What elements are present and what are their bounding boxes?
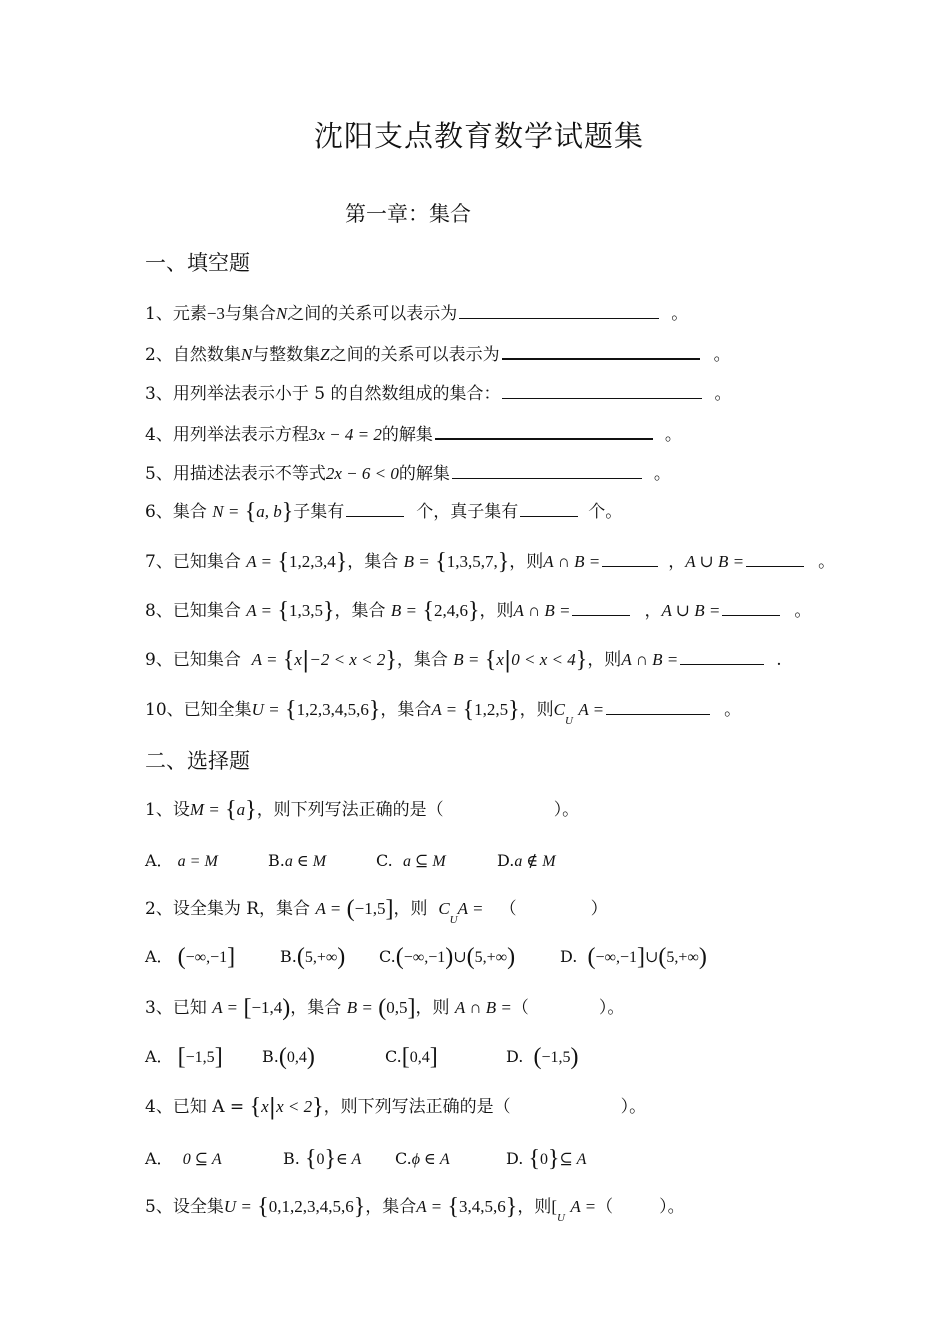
- choice-1-option-b[interactable]: B.a ∈ M: [268, 851, 327, 870]
- choice-question-2: 2、设全集为 R，集合 A = (−1,5]，则 $C_UA$ = （ ）: [145, 896, 608, 926]
- answer-blank[interactable]: [680, 648, 764, 665]
- choice-2-option-a[interactable]: A． (−∞,−1]: [145, 944, 236, 970]
- question-10: 10、已知全集U = {1,2,3,4,5,6}，集合A = {1,2,5}，则$C_U$ A = 。: [145, 697, 742, 727]
- answer-blank[interactable]: [502, 382, 702, 399]
- answer-blank[interactable]: [722, 599, 780, 616]
- section-heading-choice: 二、选择题: [145, 749, 250, 773]
- choice-3-option-a[interactable]: A． [−1,5]: [145, 1044, 223, 1070]
- choice-4-option-d[interactable]: D. {0}⊆ A: [506, 1146, 587, 1172]
- choice-question-1: 1、设M = {a}，则下列写法正确的是（ ）。: [145, 797, 580, 823]
- question-7: 7、已知集合 A = {1,2,3,4}，集合 B = {1,3,5,7,}，则A ∩ B = ，A ∪ B = 。: [145, 549, 836, 575]
- choice-question-5: 5、设全集U = {0,1,2,3,4,5,6}，集合A = {3,4,5,6}，则[$_U$ A =（ ）。: [145, 1194, 685, 1224]
- choice-2-option-b[interactable]: B.(5,+∞): [280, 944, 346, 970]
- choice-2-option-d[interactable]: D. (−∞,−1]∪(5,+∞): [560, 944, 707, 970]
- choice-4-option-c[interactable]: C.ϕ ∈ A: [395, 1149, 450, 1168]
- question-1: 1、元素−3与集合N之间的关系可以表示为 。: [145, 304, 689, 324]
- answer-blank[interactable]: [572, 599, 630, 616]
- choice-4-option-a[interactable]: A． 0 ⊆ A: [145, 1149, 222, 1168]
- answer-blank[interactable]: [520, 500, 578, 517]
- question-4: 4、用列举法表示方程3x − 4 = 2的解集 。: [145, 422, 682, 446]
- choice-question-3: 3、已知 A = [−1,4)，集合 B = (0,5]，则 A ∩ B =（ ）。: [145, 995, 625, 1021]
- page-title: 沈阳支点教育数学试题集: [314, 119, 645, 153]
- answer-blank[interactable]: [606, 698, 710, 715]
- section-heading-fill-in: 一、填空题: [145, 251, 250, 275]
- question-5: 5、用描述法表示不等式2x − 6 < 0的解集 。: [145, 464, 671, 484]
- answer-blank[interactable]: [602, 550, 658, 567]
- answer-blank[interactable]: [502, 342, 700, 360]
- choice-3-option-d[interactable]: D. (−1,5): [506, 1044, 579, 1070]
- choice-1-option-a[interactable]: A． a = M: [145, 851, 218, 870]
- choice-1-option-d[interactable]: D.a ∉ M: [497, 851, 556, 870]
- question-3: 3、用列举法表示小于 5 的自然数组成的集合： 。: [145, 384, 732, 404]
- choice-2-option-c[interactable]: C.(−∞,−1)∪(5,+∞): [379, 944, 516, 970]
- question-8: 8、已知集合 A = {1,3,5}，集合 B = {2,4,6}，则A ∩ B = ，A ∪ B = 。: [145, 598, 812, 624]
- choice-4-option-b[interactable]: B. {0}∈ A: [283, 1146, 362, 1172]
- question-6: 6、集合 N = {a, b}子集有 个，真子集有 个。: [145, 499, 623, 525]
- choice-question-4: 4、已知 A = {x|x < 2}，则下列写法正确的是（ ）。: [145, 1094, 647, 1120]
- answer-blank[interactable]: [459, 302, 659, 319]
- answer-blank[interactable]: [452, 462, 642, 479]
- chapter-heading: 第一章：集合: [345, 202, 471, 226]
- answer-blank[interactable]: [435, 422, 653, 440]
- question-2: 2、自然数集N与整数集Z之间的关系可以表示为 。: [145, 342, 731, 366]
- choice-3-option-b[interactable]: B.(0,4): [262, 1044, 315, 1070]
- choice-1-option-c[interactable]: C. a ⊆ M: [376, 851, 446, 870]
- question-9: 9、已知集合 A = {x|−2 < x < 2}，集合 B = {x|0 < x < 4}，则A ∩ B = .: [145, 647, 782, 673]
- choice-3-option-c[interactable]: C.[0,4]: [385, 1044, 438, 1070]
- answer-blank[interactable]: [346, 500, 404, 517]
- answer-blank[interactable]: [746, 550, 804, 567]
